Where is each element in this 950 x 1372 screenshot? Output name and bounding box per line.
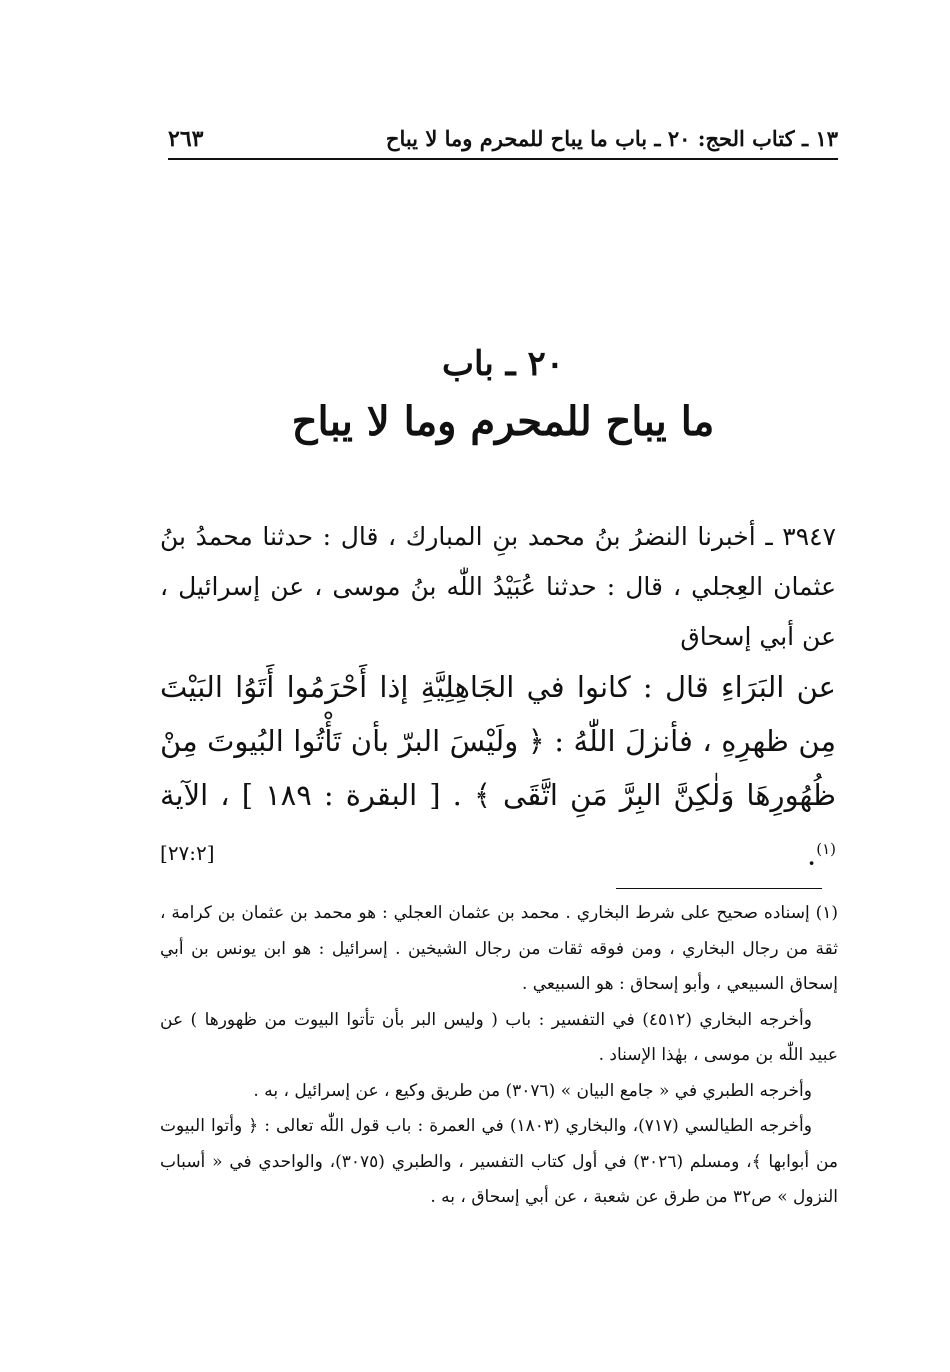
footnote-paragraph: وأخرجه الطبري في « جامع البيان » (٣٠٧٦) من طريق وكيع ، عن إسرائيل ، به .: [253, 1080, 812, 1101]
footnote-paragraph: (١) إسناده صحيح على شرط البخاري . محمد بن عثمان العجلي : هو محمد بن عثمان بن كرامة ، ثقة من رجال البخاري ، ومن فوقه ثقات من رجال الشيخين . إسرائيل : هو ابن يونس بن أبي إسحاق السبيعي ، وأبو إسحاق : هو السبيعي .: [160, 903, 839, 994]
footnote-paragraph: وأخرجه البخاري (٤٥١٢) في التفسير : باب ( وليس البر بأن تأتوا البيوت من ظهورها ) عن عبيد اللّٰه بن موسى ، بهٰذا الإسناد .: [160, 1009, 838, 1065]
isnad-text: ٣٩٤٧ ـ أخبرنا النضرُ بنُ محمد بنِ المبارك ، قال : حدثنا محمدُ بنُ عثمان العِجلي ، قال : حدثنا عُبَيْدُ اللّٰه بنُ موسى ، عن إسرائيل ، عن أبي إسحاق: [160, 522, 836, 651]
chapter-heading: [168, 336, 838, 452]
footnote-marker: (١): [816, 840, 836, 858]
hadith-matn: عن البَرَاءِ قال : كانوا في الجَاهِلِيَّةِ إذا أَحْرَمُوا أَتَوُا البَيْتَ مِن ظهرِهِ ، فأنزلَ اللّٰهُ : ﴿ ولَيْسَ البرّ بأن تَأْتُوا البُيوتَ مِنْ ظُهُورِهَا وَلٰكِنَّ البِرَّ مَنِ اتَّقَى ﴾ . [ البقرة : ١٨٩ ] ، الآية $^{(١)}$. [٢٧:٢]: [160, 660, 836, 882]
running-header: [168, 124, 838, 160]
footnote-paragraph: وأخرجه الطيالسي (٧١٧)، والبخاري (١٨٠٣) في العمرة : باب قول اللّٰه تعالى : ﴿ وأتوا البيوت من أبوابها ﴾، ومسلم (٣٠٢٦) في أول كتاب التفسير ، والطبري (٣٠٧٥)، والواحدي في « أسباب النزول » ص٣٢ من طرق عن شعبة ، عن أبي إسحاق ، به .: [160, 1116, 838, 1207]
page-number: ٢٦٣: [168, 126, 204, 152]
footnotes: [160, 896, 838, 1216]
chapter-number: ٢٠ ـ باب: [442, 344, 564, 384]
header-title: ١٣ ـ كتاب الحج: ٢٠ ـ باب ما يباح للمحرم وما لا يباح: [385, 126, 838, 151]
matn-text: عن البَرَاءِ قال : كانوا في الجَاهِلِيَّةِ إذا أَحْرَمُوا أَتَوُا البَيْتَ مِن ظهرِهِ ، فأنزلَ اللّٰهُ : ﴿ ولَيْسَ البرّ بأن تَأْتُوا البُيوتَ مِنْ ظُهُورِهَا وَلٰكِنَّ البِرَّ مَنِ اتَّقَى ﴾ . [ البقرة : ١٨٩ ] ، الآية: [160, 670, 836, 812]
footnote-divider: [616, 888, 822, 889]
hadith-reference: [٢٧:٢]: [160, 841, 215, 865]
hadith-isnad: [160, 512, 836, 662]
chapter-title: ما يباح للمحرم وما لا يباح: [291, 398, 715, 445]
